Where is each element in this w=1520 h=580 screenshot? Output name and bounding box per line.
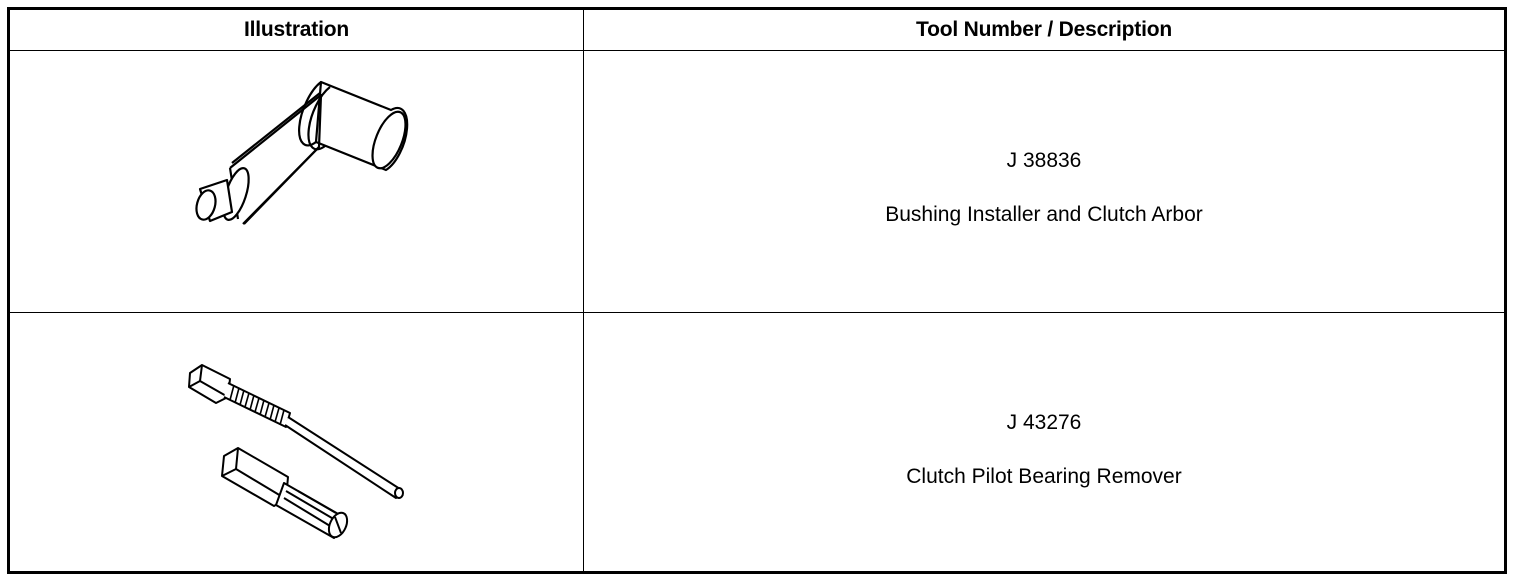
pilot-bearing-remover-icon xyxy=(180,353,420,543)
tools-table xyxy=(7,7,1507,574)
tool-description: Clutch Pilot Bearing Remover xyxy=(906,465,1182,488)
table-header-row xyxy=(10,10,1504,51)
bushing-installer-arbor-icon xyxy=(180,67,420,237)
header-tool-description-label: Tool Number / Description xyxy=(916,18,1172,41)
description-cell xyxy=(584,313,1504,571)
tool-number: J 38836 xyxy=(1006,149,1082,172)
header-cell-illustration xyxy=(10,10,584,50)
illustration-cell xyxy=(10,313,584,571)
description-cell xyxy=(584,51,1504,312)
table-row xyxy=(10,313,1504,571)
tool-description: Bushing Installer and Clutch Arbor xyxy=(885,203,1203,226)
header-cell-tool-description xyxy=(584,10,1504,50)
header-illustration-label: Illustration xyxy=(244,18,349,41)
table-row xyxy=(10,51,1504,313)
illustration-cell xyxy=(10,51,584,312)
tool-number: J 43276 xyxy=(1006,411,1082,434)
